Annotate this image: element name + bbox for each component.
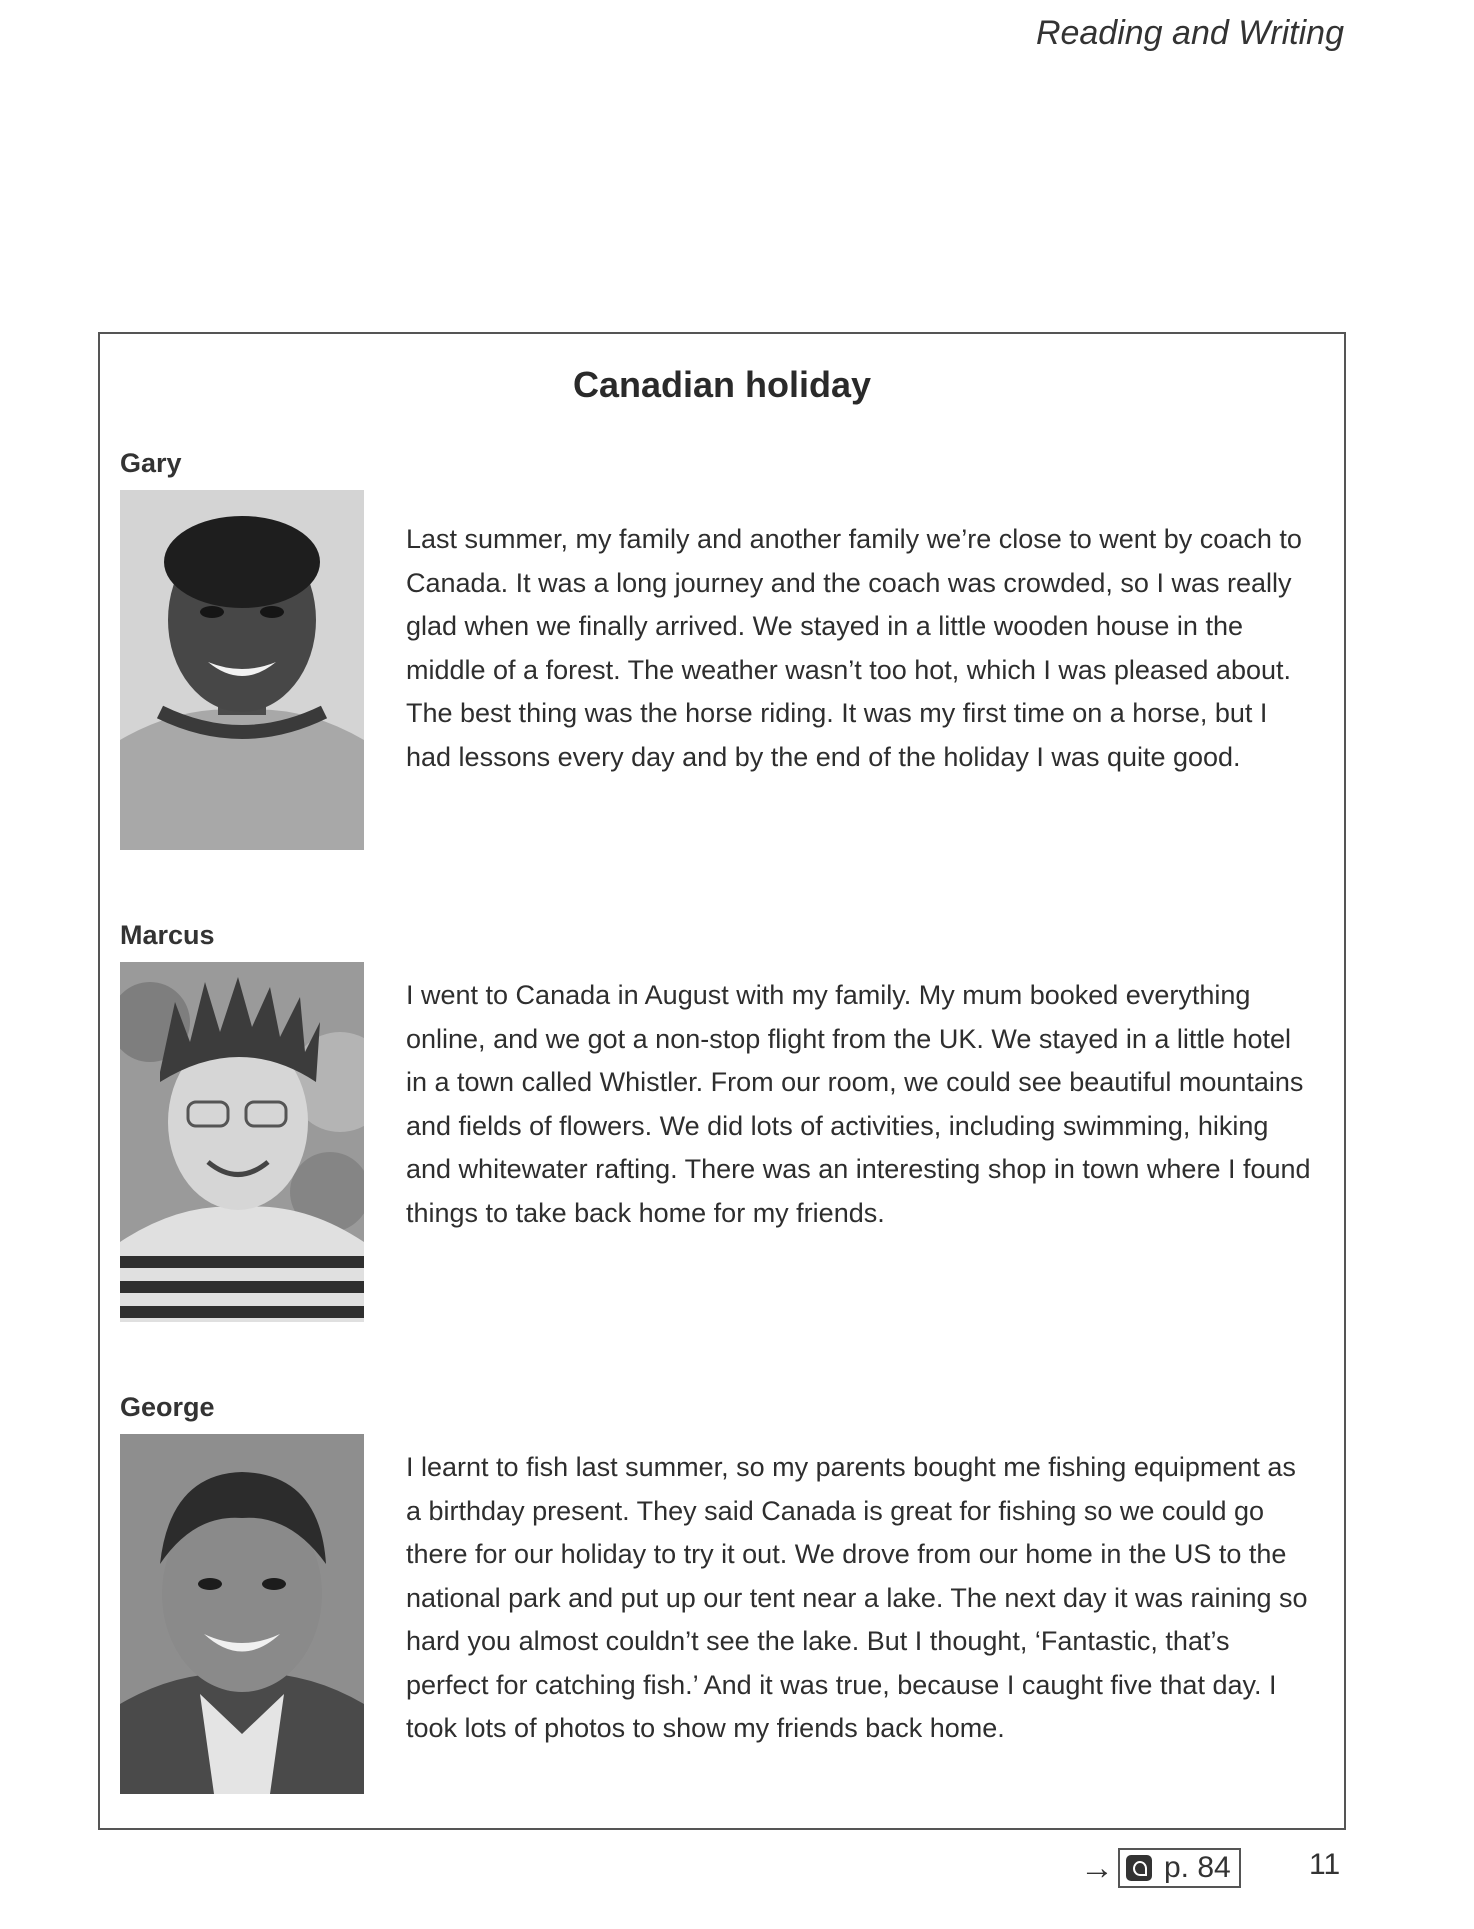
person-story: I learnt to fish last summer, so my parents bought me fishing equipment as a birthday present. They said Canada is great for fishing so we could go there for our holiday to try it out. We drove from our home in the US to the national park and put up our tent near a lake. The next day it was raining so hard you almost couldn’t see the lake. But I thought, ‘Fantastic, that’s perfect for catching fish.’ And it was true, because I caught five that day. I took lots of photos to show my friends back home. <box>406 1452 1308 1743</box>
person-name: Marcus <box>120 920 215 950</box>
cross-reference <box>1080 1848 1241 1888</box>
cross-reference-box <box>1118 1848 1241 1888</box>
marcus-photo <box>120 962 364 1322</box>
arrow-right-icon: → <box>1080 1848 1114 1887</box>
person-story: Last summer, my family and another family we’re close to went by coach to Canada. It was a long journey and the coach was crowded, so I was really glad when we finally arrived. We stayed in a little wooden house in the middle of a forest. The weather wasn’t too hot, which I was pleased about. The best thing was the horse riding. It was my first time on a horse, but I had lessons every day and by the end of the holiday I was quite good. <box>406 524 1302 772</box>
speaking-section-icon <box>1126 1855 1152 1881</box>
george-photo <box>120 1434 364 1794</box>
article-box <box>98 332 1346 1830</box>
cross-reference-page: p. 84 <box>1164 1851 1231 1884</box>
person-name: Gary <box>120 448 182 478</box>
article-title: Canadian holiday <box>572 364 872 405</box>
person-name: George <box>120 1392 215 1422</box>
gary-photo <box>120 490 364 850</box>
running-head: Reading and Writing <box>1035 14 1344 52</box>
person-story: I went to Canada in August with my family. My mum booked everything online, and we got a non-stop flight from the UK. We stayed in a little hotel in a town called Whistler. From our room, we could see beautiful mountains and fields of flowers. We did lots of activities, including swimming, hiking and whitewater rafting. There was an interesting shop in town where I found things to take back home for my friends. <box>406 980 1311 1228</box>
page-number: 11 <box>1309 1848 1341 1881</box>
